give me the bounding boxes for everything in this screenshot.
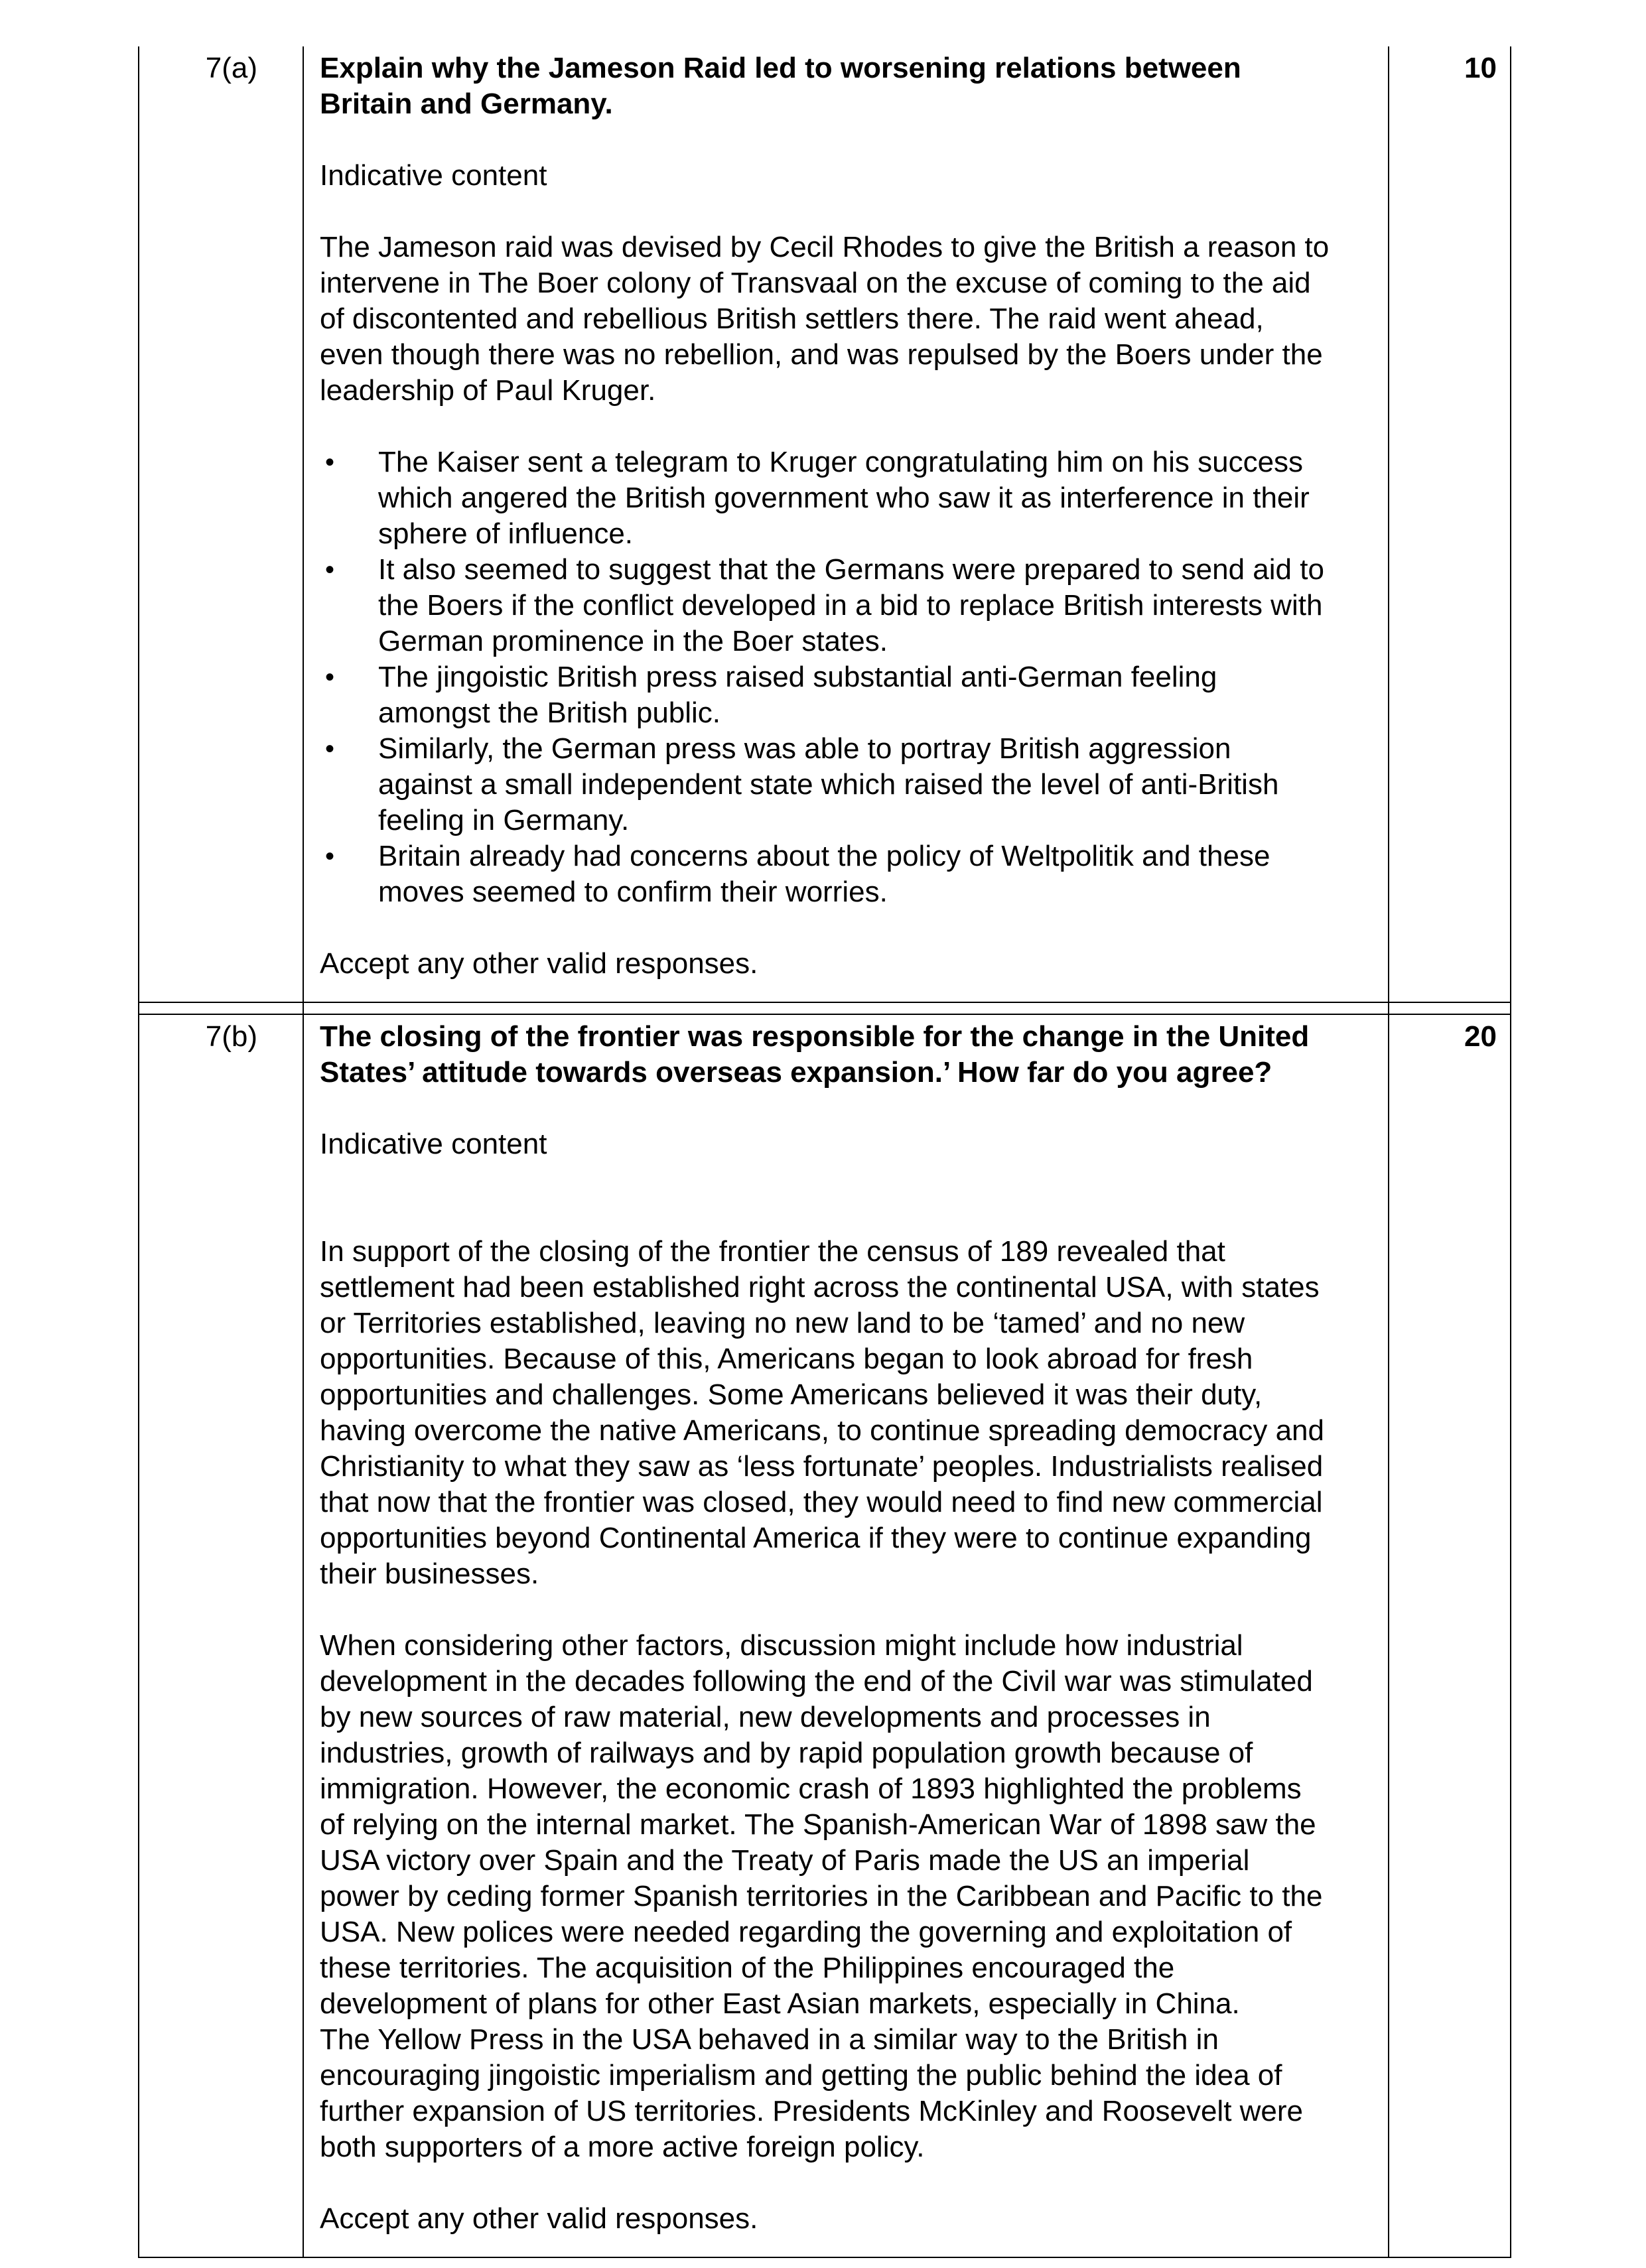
text-line: The Jameson raid was devised by Cecil Rhodes to give the British a reason to [320, 231, 1330, 263]
text-line: having overcome the native Americans, to continue spreading democracy and [320, 1414, 1324, 1447]
text-line: • It also seemed to suggest that the Germans were prepared to send aid to [378, 553, 1324, 586]
text-line: leadership of Paul Kruger. [320, 374, 656, 407]
text-line: of relying on the internal market. The Spanish-American War of 1898 saw the [320, 1808, 1316, 1841]
text-line: • Similarly, the German press was able to portray British aggression [378, 732, 1231, 765]
accept-note: Accept any other valid responses. [320, 2202, 758, 2235]
text-line: settlement had been established right across the continental USA, with states [320, 1271, 1320, 1303]
text-line: opportunities and challenges. Some Americans believed it was their duty, [320, 1378, 1263, 1411]
row-divider [138, 1002, 1511, 1015]
question-text [320, 1019, 1376, 1091]
question-row-7b [138, 1015, 1511, 2258]
text-line: USA. New polices were needed regarding the governing and exploitation of [320, 1916, 1292, 1948]
bullet-list [320, 444, 1376, 910]
text-line: which angered the British government who saw it as interference in their [378, 482, 1310, 514]
text-line: their businesses. [320, 1558, 539, 1590]
intro-paragraph [320, 230, 1376, 409]
text-line: further expansion of US territories. Presidents McKinley and Roosevelt were [320, 2095, 1304, 2127]
text-line: development of plans for other East Asian markets, especially in China. [320, 1987, 1240, 2020]
question-line: Explain why the Jameson Raid led to worsening relations between [320, 52, 1241, 84]
accept-note: Accept any other valid responses. [320, 947, 758, 980]
bullet-item [320, 731, 1376, 838]
text-line: development in the decades following the end of the Civil war was stimulated [320, 1665, 1313, 1698]
text-line: against a small independent state which raised the level of anti-British [378, 768, 1279, 801]
text-line: • The Kaiser sent a telegram to Kruger congratulating him on his success [378, 446, 1304, 478]
text-line: or Territories established, leaving no new land to be ‘tamed’ and no new [320, 1307, 1245, 1339]
question-number: 7(b) [139, 1015, 304, 2257]
text-line: feeling in Germany. [378, 804, 630, 836]
text-line: Christianity to what they saw as ‘less fortunate’ peoples. Industrialists realised [320, 1450, 1324, 1483]
text-line: the Boers if the conflict developed in a bid to replace British interests with [378, 589, 1323, 622]
text-line: • The jingoistic British press raised substantial anti-German feeling [378, 661, 1217, 693]
question-text [320, 50, 1376, 122]
text-line: opportunities. Because of this, Americans began to look abroad for fresh [320, 1343, 1253, 1375]
text-line: these territories. The acquisition of the Philippines encouraged the [320, 1952, 1175, 1984]
text-line: industries, growth of railways and by rapid population growth because of [320, 1737, 1253, 1769]
text-line: USA victory over Spain and the Treaty of Paris made the US an imperial [320, 1844, 1250, 1877]
text-line: German prominence in the Boer states. [378, 625, 888, 657]
marks-value: 10 [1464, 52, 1497, 84]
text-line: both supporters of a more active foreign policy. [320, 2131, 925, 2163]
text-line: When considering other factors, discussion might include how industrial [320, 1629, 1243, 1662]
text-line: sphere of influence. [378, 517, 634, 550]
text-line: power by ceding former Spanish territories in the Caribbean and Pacific to the [320, 1880, 1323, 1912]
text-line: amongst the British public. [378, 697, 721, 729]
question-line: Britain and Germany. [320, 88, 613, 120]
marks-value: 20 [1464, 1020, 1497, 1053]
indicative-content-label: Indicative content [320, 159, 547, 192]
text-line: • Britain already had concerns about the policy of Weltpolitik and these [378, 840, 1270, 872]
question-number: 7(a) [139, 46, 304, 1002]
paragraph-frontier [320, 1234, 1376, 1592]
text-line: The Yellow Press in the USA behaved in a similar way to the British in [320, 2023, 1219, 2056]
question-line: The closing of the frontier was responsible for the change in the United [320, 1020, 1310, 1053]
bullet-item [320, 552, 1376, 659]
text-line: opportunities beyond Continental America if they were to continue expanding [320, 1522, 1312, 1554]
answer-guidance [304, 1015, 1389, 2257]
question-row-7a [138, 46, 1511, 1002]
text-line: of discontented and rebellious British settlers there. The raid went ahead, [320, 302, 1264, 335]
text-line: encouraging jingoistic imperialism and getting the public behind the idea of [320, 2059, 1282, 2092]
question-line: States’ attitude towards overseas expansion.’ How far do you agree? [320, 1056, 1272, 1089]
text-line: intervene in The Boer colony of Transvaal on the excuse of coming to the aid [320, 267, 1311, 299]
text-line: In support of the closing of the frontier the census of 189 revealed that [320, 1235, 1225, 1268]
paragraph-other-factors [320, 1628, 1376, 2165]
bullet-item [320, 659, 1376, 731]
text-line: that now that the frontier was closed, they would need to find new commercial [320, 1486, 1323, 1518]
text-line: immigration. However, the economic crash of 1893 highlighted the problems [320, 1772, 1302, 1805]
indicative-content-label: Indicative content [320, 1128, 547, 1160]
mark-scheme-table [138, 46, 1511, 2258]
text-line: moves seemed to confirm their worries. [378, 876, 888, 908]
bullet-item [320, 444, 1376, 552]
bullet-item [320, 838, 1376, 910]
text-line: even though there was no rebellion, and was repulsed by the Boers under the [320, 338, 1323, 371]
answer-guidance [304, 46, 1389, 1002]
text-line: by new sources of raw material, new developments and processes in [320, 1701, 1211, 1733]
